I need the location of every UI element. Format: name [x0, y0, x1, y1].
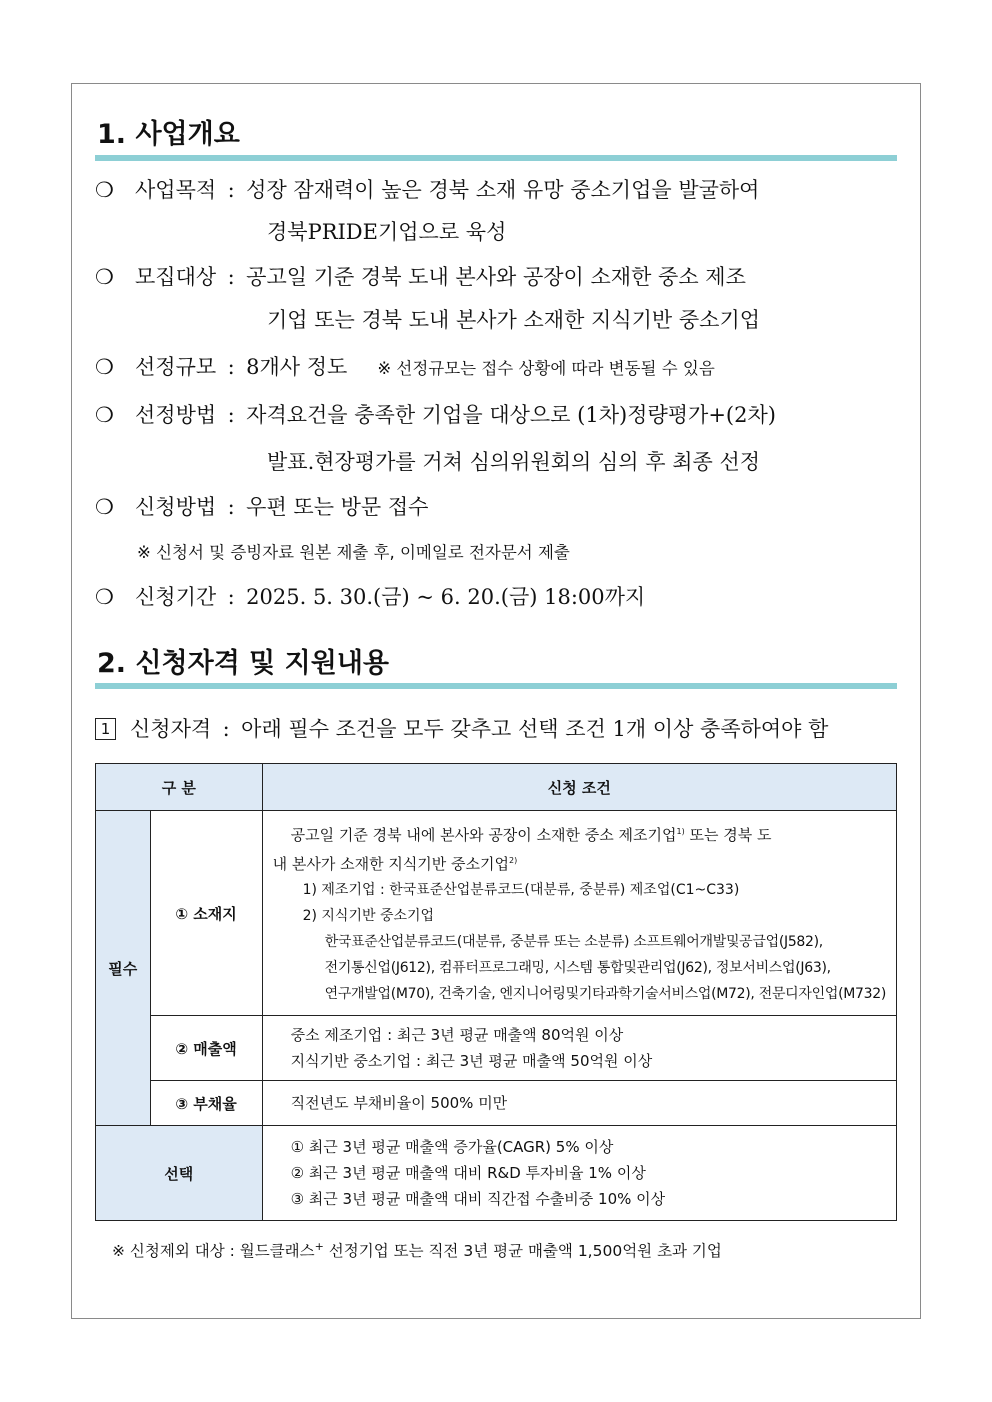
item-text: 공고일 기준 경북 도내 본사와 공장이 소재한 중소 제조	[246, 265, 746, 289]
optional-line: ② 최근 3년 평균 매출액 대비 R&D 투자비율 1% 이상	[290, 1164, 646, 1182]
footnote-marker: 2)	[509, 856, 518, 865]
item-method-cont: 발표.현장평가를 거쳐 심의위원회의 심의 후 최종 선정	[267, 450, 761, 474]
eligibility-colon: :	[222, 717, 230, 741]
box-number: 1	[95, 718, 116, 740]
table-row	[96, 1016, 897, 1081]
apply-note: ※ 신청서 및 증빙자료 원본 제출 후, 이메일로 전자문서 제출	[137, 543, 570, 562]
location-note: 2) 지식기반 중소기업	[302, 908, 435, 924]
item-text: 자격요건을 충족한 기업을 대상으로 (1차)정량평가+(2차)	[246, 403, 776, 427]
table-header-row	[96, 764, 897, 811]
group-optional: 선택	[96, 1126, 263, 1221]
location-note: 1) 제조기업 : 한국표준산업분류코드(대분류, 중분류) 제조업(C1~C33)	[302, 882, 740, 898]
sales-line: 지식기반 중소기업 : 최근 3년 평균 매출액 50억원 이상	[290, 1052, 653, 1070]
location-note: 전기통신업(J612), 컴퓨터프로그래밍, 시스템 통합및관리업(J62), 정보서비스업(J63),	[324, 960, 831, 976]
debt-line: 직전년도 부채비율이 500% 미만	[290, 1094, 508, 1112]
bullet-icon: ❍	[95, 495, 114, 519]
requirements-table	[95, 763, 897, 1221]
location-label: ① 소재지	[150, 811, 262, 1016]
item-colon: :	[227, 178, 235, 202]
scale-note: ※ 선정규모는 접수 상황에 따라 변동될 수 있음	[377, 359, 715, 378]
item-colon: :	[227, 265, 235, 289]
item-purpose-cont: 경북PRIDE기업으로 육성	[267, 220, 507, 244]
item-label: 신청방법	[135, 495, 217, 519]
item-text: 성장 잠재력이 높은 경북 소재 유망 중소기업을 발굴하여	[246, 178, 760, 202]
eligibility-line	[95, 708, 828, 750]
exclusion-note	[112, 1239, 722, 1261]
location-condition	[262, 811, 896, 1016]
table-row	[96, 1081, 897, 1126]
item-label: 사업목적	[135, 178, 217, 202]
location-line: 공고일 기준 경북 내에 본사와 공장이 소재한 중소 제조기업	[290, 826, 677, 844]
sales-condition	[262, 1016, 896, 1081]
header-condition: 신청 조건	[262, 764, 896, 811]
table-row	[96, 811, 897, 1016]
eligibility-label: 신청자격	[130, 717, 212, 741]
item-colon: :	[227, 355, 235, 379]
section1-rule	[95, 155, 897, 161]
item-colon: :	[227, 495, 235, 519]
location-note: 한국표준산업분류코드(대분류, 중분류 또는 소분류) 소프트웨어개발및공급업(J582),	[324, 934, 823, 950]
optional-condition	[262, 1126, 896, 1221]
sales-label: ② 매출액	[150, 1016, 262, 1081]
bullet-icon: ❍	[95, 178, 114, 202]
item-text: 8개사 정도	[246, 355, 348, 379]
item-apply	[95, 486, 428, 528]
section1-title: 1. 사업개요	[97, 119, 240, 150]
optional-line: ③ 최근 3년 평균 매출액 대비 직간접 수출비중 10% 이상	[290, 1190, 666, 1208]
sales-line: 중소 제조기업 : 최근 3년 평균 매출액 80억원 이상	[290, 1026, 624, 1044]
item-colon: :	[227, 585, 235, 609]
item-text: 우편 또는 방문 접수	[246, 495, 429, 519]
item-label: 모집대상	[135, 265, 217, 289]
section2-title: 2. 신청자격 및 지원내용	[97, 648, 389, 679]
item-scale	[95, 346, 715, 390]
footnote-marker: 1)	[676, 827, 685, 836]
optional-line: ① 최근 3년 평균 매출액 증가율(CAGR) 5% 이상	[290, 1138, 614, 1156]
item-target	[95, 256, 746, 298]
eligibility-text: 아래 필수 조건을 모두 갖추고 선택 조건 1개 이상 충족하여야 함	[241, 717, 829, 741]
item-purpose	[95, 169, 759, 211]
footnote-marker: +	[314, 1239, 324, 1253]
header-category: 구 분	[96, 764, 263, 811]
item-label: 선정규모	[135, 355, 217, 379]
location-line: 내 본사가 소재한 지식기반 중소기업	[272, 855, 510, 873]
item-label: 신청기간	[135, 585, 217, 609]
exclusion-text: ※ 신청제외 대상 : 월드클래스	[112, 1242, 315, 1260]
bullet-icon: ❍	[95, 265, 114, 289]
exclusion-text: 선정기업 또는 직전 3년 평균 매출액 1,500억원 초과 기업	[323, 1242, 722, 1260]
item-text: 2025. 5. 30.(금) ~ 6. 20.(금) 18:00까지	[246, 585, 646, 609]
item-target-cont: 기업 또는 경북 도내 본사가 소재한 지식기반 중소기업	[267, 308, 761, 332]
location-note: 연구개발업(M70), 건축기술, 엔지니어링및기타과학기술서비스업(M72), 전문디자인업(M732)	[324, 986, 886, 1002]
item-period	[95, 576, 645, 618]
item-colon: :	[227, 403, 235, 427]
debt-condition	[262, 1081, 896, 1126]
group-required: 필수	[96, 811, 151, 1126]
bullet-icon: ❍	[95, 403, 114, 427]
location-line: 또는 경북 도	[684, 826, 772, 844]
debt-label: ③ 부채율	[150, 1081, 262, 1126]
item-label: 선정방법	[135, 403, 217, 427]
item-method	[95, 394, 776, 436]
section2-rule	[95, 683, 897, 689]
bullet-icon: ❍	[95, 585, 114, 609]
table-row	[96, 1126, 897, 1221]
bullet-icon: ❍	[95, 355, 114, 379]
